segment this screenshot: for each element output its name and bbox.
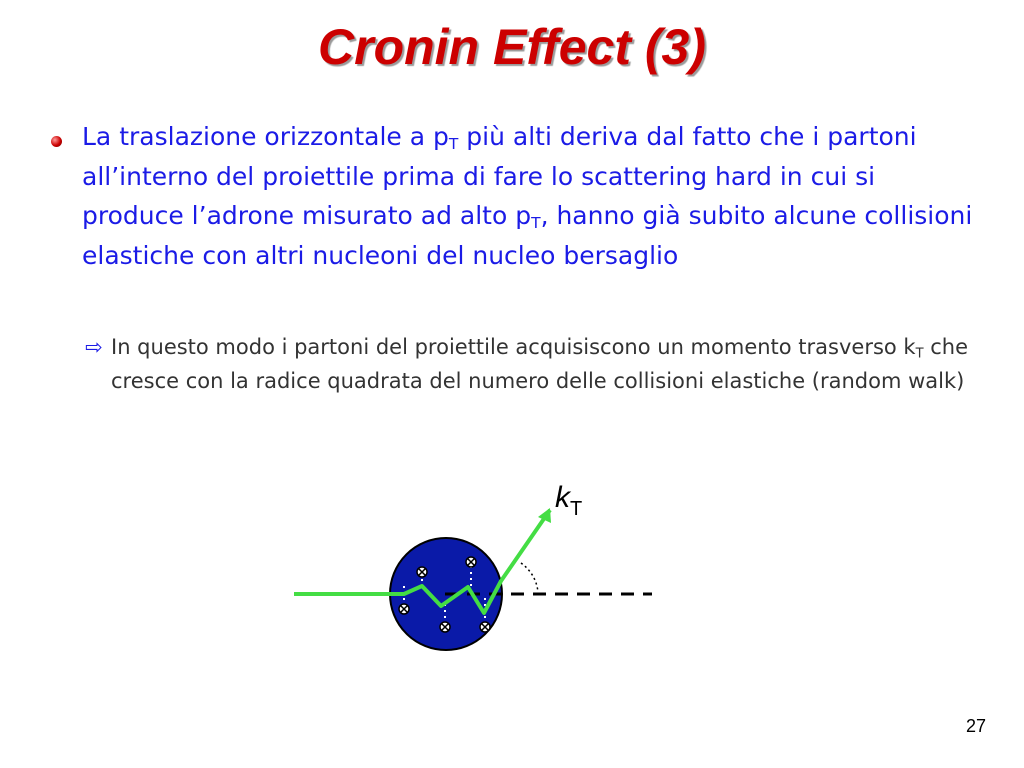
bullet2-subscript: T [915,346,924,362]
angle-arc [521,563,538,592]
bullet1-part1: La traslazione orizzontale a p [82,122,449,151]
arrow-right-outline-icon: ⇨ [85,335,103,359]
crossed-circle-icon [480,622,490,632]
kt-label: $k_T$ [555,481,583,520]
bullet1-part2: più alti deriva dal fatto che i partoni all’interno del proiettile prima di fare lo scattering hard in cui si produce l’adrone misurato ad alto p [82,122,917,230]
crossed-circle-icon [399,604,409,614]
bullet2-part2: che cresce con la radice quadrata del numero delle collisioni elastiche (random walk) [111,335,968,393]
bullet1-subscript2: T [531,213,541,232]
bullet1-part3: , hanno già subito alcune collisioni elastiche con altri nucleoni del nucleo bersaglio [82,201,973,270]
crossed-circle-icon [440,622,450,632]
crossed-circle-icon [466,557,476,567]
bullet1-subscript1: T [448,134,459,153]
bullet2-part1: In questo modo i partoni del proiettile acquisiscono un momento trasverso k [111,335,916,359]
page-number: 27 [965,716,986,736]
crossed-circle-icon [417,567,427,577]
slide-title: Cronin Effect (3) [318,19,706,75]
